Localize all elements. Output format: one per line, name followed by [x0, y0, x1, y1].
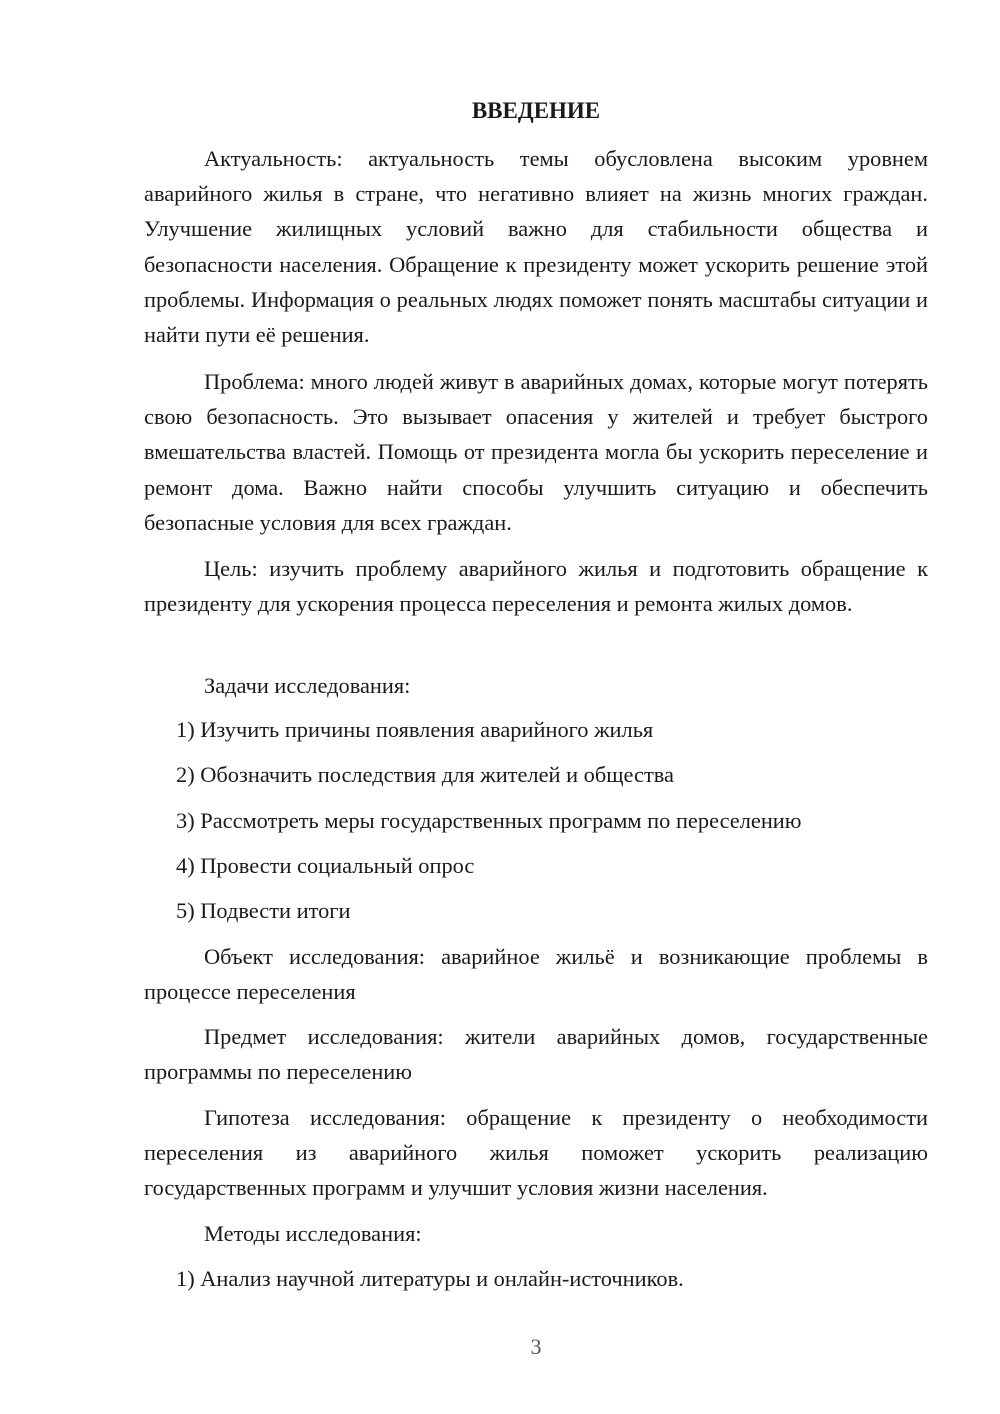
task-item-1: 1) Изучить причины появления аварийного жилья: [176, 717, 654, 742]
task-item-2: 2) Обозначить последствия для жителей и общества: [176, 762, 674, 787]
page-number: 3: [530, 1334, 542, 1359]
hypothesis-paragraph: Гипотеза исследования: обращение к президенту о необходимости переселения из аварийного жилья поможет ускорить реализацию государственных программ и улучшит условия жизни населения.: [144, 1105, 928, 1201]
goal-paragraph: Цель: изучить проблему аварийного жилья и подготовить обращение к президенту для ускорения процесса переселения и ремонта жилых домов.: [144, 556, 928, 617]
relevance-paragraph: Актуальность: актуальность темы обусловлена высоким уровнем аварийного жилья в стране, что негативно влияет на жизнь многих граждан. Улучшение жилищных условий важно для стабильности общества и безопасности населения. Обращение к президенту может ускорить решение этой проблемы. Информация о реальных людях поможет понять масштабы ситуации и найти пути её решения.: [144, 146, 928, 348]
subject-paragraph: Предмет исследования: жители аварийных домов, государственные программы по переселению: [144, 1024, 928, 1085]
task-item-4: 4) Провести социальный опрос: [176, 853, 475, 878]
tasks-heading: Задачи исследования:: [204, 673, 411, 698]
task-item-3: 3) Рассмотреть меры государственных программ по переселению: [176, 808, 802, 833]
method-item-1: 1) Анализ научной литературы и онлайн-источников.: [176, 1266, 684, 1291]
page-heading: ВВЕДЕНИЕ: [471, 98, 601, 123]
object-paragraph: Объект исследования: аварийное жильё и возникающие проблемы в процессе переселения: [144, 944, 928, 1005]
methods-heading: Методы исследования:: [204, 1221, 422, 1246]
task-item-5: 5) Подвести итоги: [176, 898, 351, 923]
problem-paragraph: Проблема: много людей живут в аварийных домах, которые могут потерять свою безопасность. Это вызывает опасения у жителей и требует быстрого вмешательства властей. Помощь от президента могла бы ускорить переселение и ремонт дома. Важно найти способы улучшить ситуацию и обеспечить безопасные условия для всех граждан.: [144, 369, 928, 535]
